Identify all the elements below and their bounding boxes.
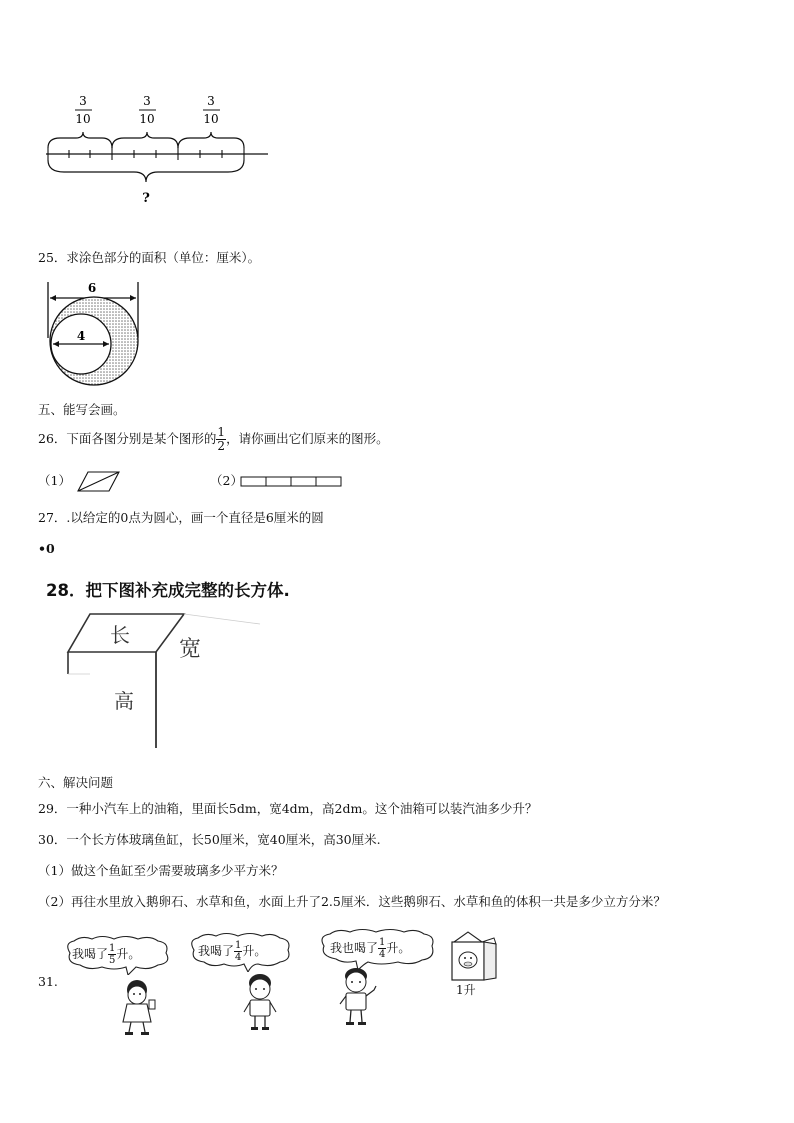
top-brace-1: [48, 132, 112, 148]
question-25: 25．求涂色部分的面积（单位：厘米）。: [38, 250, 261, 265]
length-label: 长: [110, 623, 130, 647]
svg-text:3: 3: [79, 94, 87, 108]
brace-label-3: [203, 94, 220, 126]
parallelogram-half-figure: [76, 470, 122, 498]
top-brace-3: [178, 132, 244, 148]
fraction-one-half: $\frac{1}{2}$: [217, 425, 226, 453]
number-line-svg: [40, 90, 280, 210]
question-31-number: 31.: [38, 974, 58, 989]
question-29: 29．一种小汽车上的油箱，里面长5dm，宽4dm，高2dm。这个油箱可以装汽油多少升？: [38, 801, 538, 816]
girl-drinking-illustration: [115, 978, 165, 1040]
svg-text:10: 10: [139, 112, 155, 126]
section-5-title: 五、能写会画。: [38, 402, 126, 417]
svg-text:10: 10: [75, 112, 91, 126]
speech-bubble-2: 我喝了 $\frac{1}{4}$ 升。: [188, 932, 292, 972]
question-30: 30．一个长方体玻璃鱼缸，长50厘米，宽40厘米，高30厘米.: [38, 832, 381, 847]
outer-diameter-label: 6: [87, 281, 97, 295]
brace-label-2: [139, 94, 156, 126]
question-30-part-1: （1）做这个鱼缸至少需要玻璃多少平方米？: [38, 863, 284, 878]
svg-text:3: 3: [143, 94, 151, 108]
question-30-part-2: （2）再往水里放入鹅卵石、水草和鱼，水面上升了2.5厘米．这些鹅卵石、水草和鱼的体积一共是多少立方分米？: [38, 894, 666, 909]
incomplete-cuboid-figure: [60, 608, 270, 758]
svg-text:10: 10: [203, 112, 219, 126]
fraction-number-line-figure: [40, 90, 280, 210]
svg-text:3: 3: [207, 94, 215, 108]
shaded-ring-svg: [40, 278, 150, 390]
strip-rectangle-figure: [240, 474, 344, 493]
brace-label-1: [75, 94, 92, 126]
diagonal-line: [78, 472, 119, 491]
section-6-title: 六、解决问题: [38, 775, 114, 790]
speech-bubble-1: 我喝了 $\frac{1}{5}$ 升。: [62, 935, 174, 975]
question-26-item-1-label: （1）: [38, 473, 71, 488]
question-26-suffix: ，请你画出它们原来的图形。: [226, 431, 389, 446]
question-26-item-2-label: （2）: [210, 473, 243, 488]
boy-drinking-illustration: [238, 972, 282, 1036]
width-label: 宽: [178, 637, 202, 662]
inner-diameter-label: 4: [76, 329, 86, 343]
bottom-brace: [48, 160, 244, 182]
question-mark: ?: [142, 191, 150, 206]
question-27: 27．.以给定的0点为圆心，画一个直径是6厘米的圆: [38, 510, 324, 525]
shaded-ring-figure: [40, 278, 150, 390]
top-brace-2: [112, 132, 178, 148]
cuboid-svg: [60, 608, 270, 758]
milk-carton-illustration: [442, 930, 502, 996]
boy-thumbs-up-illustration: [336, 966, 380, 1032]
question-28: 28．把下图补充成完整的长方体.: [46, 581, 290, 600]
height-label: 高: [114, 689, 134, 713]
speech-bubble-3: 我也喝了 $\frac{1}{4}$ 升。: [318, 928, 436, 970]
carton-capacity-label: 1升: [456, 983, 476, 997]
question-26-prefix: 26．下面各图分别是某个图形的: [38, 431, 217, 446]
question-26: [38, 424, 389, 454]
center-point-o: •0: [38, 541, 55, 556]
